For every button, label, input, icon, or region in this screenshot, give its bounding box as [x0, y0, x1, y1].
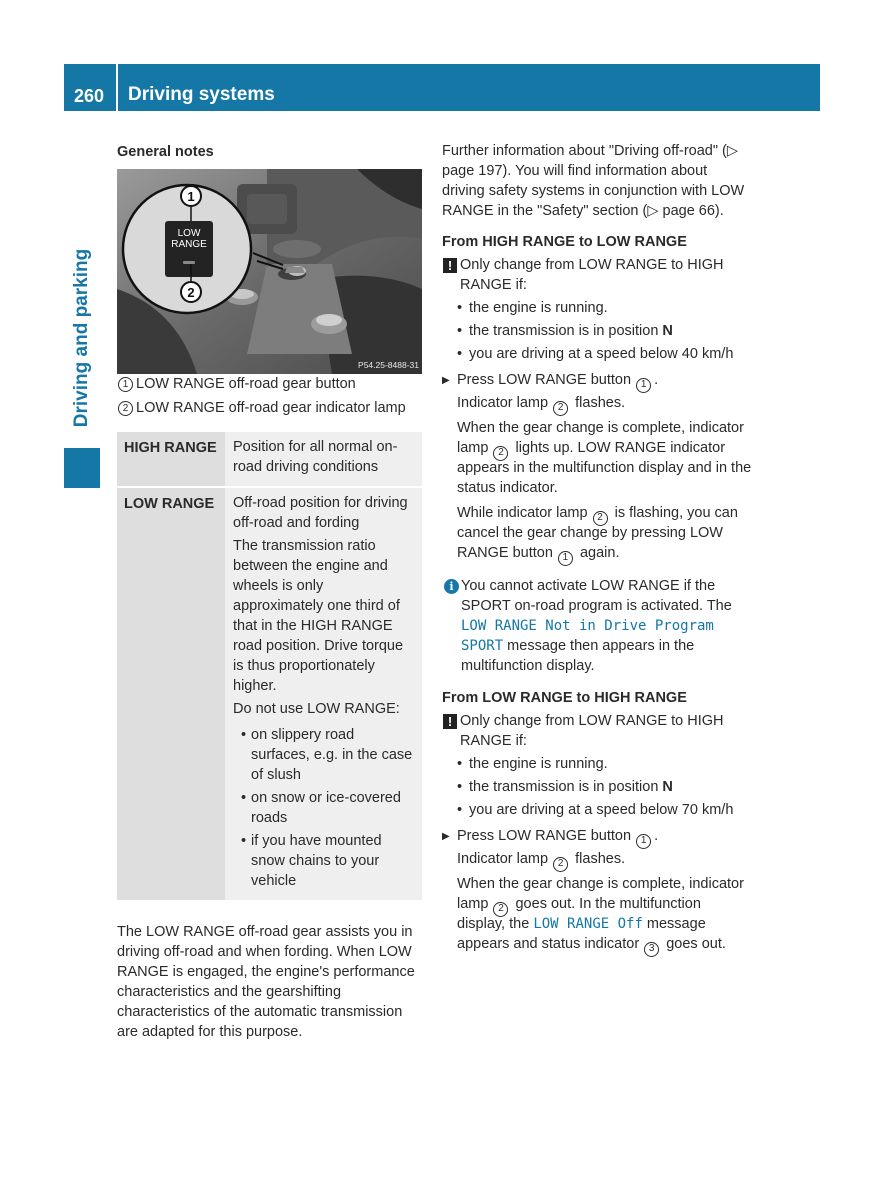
number-1-icon: 1 [636, 834, 651, 849]
list-item [442, 777, 752, 797]
result-text-part: goes out. In the multifunction display, the [457, 896, 701, 932]
step-text [457, 826, 658, 847]
right-column [442, 141, 752, 954]
bullet-icon: • [240, 790, 247, 806]
result-text-part: When the gear change is complete, indicator lamp [457, 420, 744, 456]
bullet-icon: • [457, 323, 463, 339]
list-item-text: if you have mounted snow chains to your vehicle [251, 833, 382, 889]
bullet-icon: • [457, 779, 463, 795]
range-table [117, 432, 422, 900]
table-value-low-range [225, 488, 422, 900]
step-result-complete [442, 418, 752, 498]
info-text-part: message then appears in the multifunction display. [461, 638, 695, 674]
result-text-part: Indicator lamp [457, 395, 553, 411]
display-message: LOW RANGE Off [533, 916, 643, 932]
number-2-icon: 2 [493, 902, 508, 917]
number-2-icon: 2 [493, 446, 508, 461]
warning-note [442, 255, 752, 295]
image-label-range: RANGE [171, 239, 207, 250]
result-text-part: flashes. [571, 395, 626, 411]
table-value-high-range [225, 432, 422, 486]
list-item-text: you are driving at a speed below 70 km/h [469, 802, 734, 818]
warning-icon: ! [443, 714, 457, 729]
number-2-icon: 2 [553, 857, 568, 872]
warning-note [442, 711, 752, 751]
caption-1-text: LOW RANGE off-road gear button [136, 376, 356, 392]
page-number: 260 [74, 86, 105, 106]
list-item-text: on snow or ice-covered roads [251, 790, 401, 826]
bullet-icon: • [457, 802, 463, 818]
step-arrow-icon: ▶ [442, 831, 450, 842]
list-item-text [469, 321, 673, 341]
list-item [442, 344, 752, 364]
instruction-step [442, 826, 752, 847]
number-1-icon: 1 [558, 551, 573, 566]
header-divider [116, 64, 118, 111]
step-text-part: . [654, 372, 659, 388]
general-notes-heading: General notes [117, 144, 214, 160]
list-item [442, 800, 752, 820]
list-item [233, 831, 414, 891]
bullet-icon: • [457, 300, 463, 316]
low-range-desc-2: The transmission ratio between the engine and wheels is only approximately one third of that in the HIGH RANGE road position. Drive torque is thus proportionately higher. [233, 538, 404, 694]
list-item [233, 788, 414, 828]
result-text-part: flashes. [571, 851, 626, 867]
low-range-body-text: The LOW RANGE off-road gear assists you in driving off-road and when fording. When LOW RANGE is engaged, the engine's performance characteristics and the gearshifting characteristics of the automatic transmission are adapted for this purpose. [117, 924, 415, 1040]
step-text-part: Press LOW RANGE button [457, 372, 636, 388]
image-code: P54.25-8488-31 [358, 360, 419, 370]
caption-2-text: LOW RANGE off-road gear indicator lamp [136, 400, 406, 416]
list-item [442, 754, 752, 774]
intro-text: Further information about "Driving off-road" (▷ page 197). You will find information about driving safety systems in conjunction with LOW RANGE in the "Safety" section (▷ page 66). [442, 143, 745, 219]
bullet-icon: • [240, 833, 247, 849]
result-text-part: Indicator lamp [457, 851, 553, 867]
list-item [442, 298, 752, 318]
bullet-icon: • [457, 346, 463, 362]
step-result-complete [442, 874, 752, 954]
step-text [457, 370, 658, 391]
list-item [233, 725, 414, 785]
low-range-desc-3: Do not use LOW RANGE: [233, 701, 400, 717]
low-range-desc-1: Off-road position for driving off-road and fording [233, 495, 408, 531]
table-row [117, 432, 422, 486]
chapter-tab-marker [64, 448, 100, 488]
number-1-icon: 1 [118, 377, 133, 392]
high-to-low-heading: From HIGH RANGE to LOW RANGE [442, 234, 687, 250]
left-column [117, 141, 423, 1042]
number-2-icon: 2 [553, 401, 568, 416]
note-text-part: again. [575, 545, 620, 561]
info-text-part: You cannot activate LOW RANGE if the SPORT on-road program is activated. The [461, 578, 732, 614]
display-message: LOW RANGE Not in Drive Program SPORT [461, 618, 714, 654]
bullet-icon: • [240, 727, 247, 743]
step-result [442, 393, 752, 413]
step-text-part: . [654, 828, 659, 844]
result-text-part: lights up. LOW RANGE indicator appears in the multifunction display and in the status indicator. [457, 440, 752, 496]
info-note [442, 576, 752, 676]
list-item-text: you are driving at a speed below 40 km/h [469, 346, 734, 362]
info-icon: i [444, 579, 459, 594]
note-text-part: is flashing, you can cancel the gear change by pressing LOW RANGE button [457, 505, 738, 561]
gear-position-n: N [662, 779, 673, 795]
table-key-low-range: LOW RANGE [124, 496, 215, 512]
table-row [117, 486, 422, 900]
list-item-text-part: the transmission is in position [469, 323, 663, 339]
list-item-text: on slippery road surfaces, e.g. in the case of slush [251, 727, 413, 783]
number-2-icon: 2 [593, 511, 608, 526]
high-range-description: Position for all normal on-road driving conditions [233, 439, 398, 475]
image-callout-1: 1 [187, 189, 195, 204]
note-text-part: While indicator lamp [457, 505, 592, 521]
list-item [442, 321, 752, 341]
caption-1 [117, 374, 423, 394]
step-text-part: Press LOW RANGE button [457, 828, 636, 844]
console-photo [117, 169, 422, 374]
gear-position-n: N [662, 323, 673, 339]
warning-text: Only change from LOW RANGE to HIGH RANGE if: [460, 257, 724, 293]
info-text [461, 576, 752, 676]
caption-2 [117, 398, 423, 418]
number-3-icon: 3 [644, 942, 659, 957]
result-text-part: goes out. [662, 936, 726, 952]
page-header [64, 64, 820, 111]
number-2-icon: 2 [118, 401, 133, 416]
list-item-text: the engine is running. [469, 300, 608, 316]
warning-text: Only change from LOW RANGE to HIGH RANGE if: [460, 713, 724, 749]
result-text-part: message appears and status indicator [457, 916, 706, 952]
number-1-icon: 1 [636, 378, 651, 393]
step-arrow-icon: ▶ [442, 375, 450, 386]
list-item-text: the engine is running. [469, 756, 608, 772]
result-text-part: When the gear change is complete, indicator lamp [457, 876, 744, 912]
step-cancel-note [442, 503, 752, 563]
bullet-icon: • [457, 756, 463, 772]
list-item-text [469, 777, 673, 797]
section-title: Driving systems [128, 84, 275, 105]
low-to-high-heading: From LOW RANGE to HIGH RANGE [442, 690, 687, 706]
warning-icon: ! [443, 258, 457, 273]
image-label-low: LOW [177, 228, 201, 239]
chapter-side-label: Driving and parking [71, 248, 92, 428]
step-result [442, 849, 752, 869]
list-item-text-part: the transmission is in position [469, 779, 663, 795]
image-callout-2: 2 [187, 285, 195, 300]
table-key-high-range: HIGH RANGE [124, 440, 217, 456]
instruction-step [442, 370, 752, 391]
